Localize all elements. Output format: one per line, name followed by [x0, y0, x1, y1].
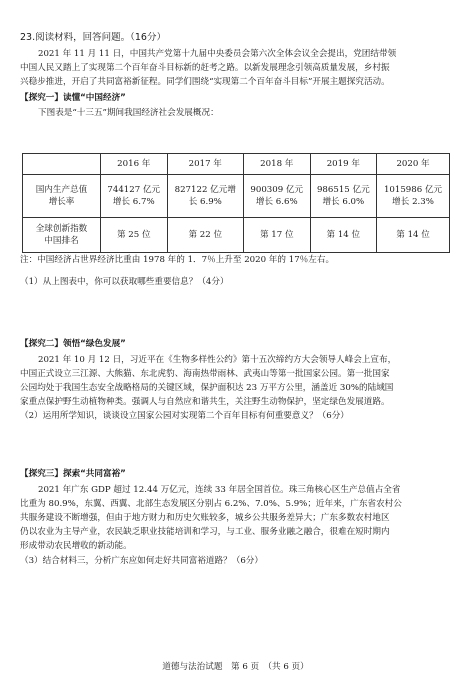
- paragraph-line: 形成带动农民增收的新动能。: [20, 541, 132, 551]
- table-cell: 744127 亿元 增长 6.7%: [101, 175, 168, 218]
- table-cell: 1015986 亿元 增长 2.3%: [377, 175, 450, 218]
- table-cell: 第 14 位: [310, 218, 377, 253]
- table-row: [23, 175, 450, 218]
- economy-table: [22, 153, 450, 253]
- page-footer: 道德与法治试题 第 6 页 （共 6 页）: [162, 662, 309, 672]
- intro-line: 中国人民又踏上了实现第二个百年奋斗目标新的赶考之路。以新发展理念引领高质量发展，乡村振: [20, 63, 390, 73]
- table-header-cell: 2017 年: [167, 154, 243, 175]
- question-2: （2）运用所学知识，谈谈设立国家公园对实现第二个百年目标有何重要意义？（6分）: [20, 411, 349, 421]
- table-cell: 986515 亿元 增长 6.0%: [310, 175, 377, 218]
- paragraph-line: 2021 年 10 月 12 日，习近平在《生物多样性公约》第十五次缔约方大会领导人峰会上宣布，: [38, 355, 397, 365]
- question-1: （1）从上图表中，你可以获取哪些重要信息？（4分）: [20, 277, 229, 287]
- table-cell: 第 14 位: [377, 218, 450, 253]
- paragraph-line: 中国正式设立三江源、大熊猫、东北虎豹、海南热带雨林、武夷山等第一批国家公园。第一批国家: [20, 369, 390, 379]
- row-label: 全球创新指数 中国排名: [23, 218, 101, 253]
- table-row: [23, 218, 450, 253]
- table-cell: 第 17 位: [244, 218, 311, 253]
- table-header-cell: 2019 年: [310, 154, 377, 175]
- table-cell: 第 25 位: [101, 218, 168, 253]
- explore2-heading: 【探究二】领悟“绿色发展”: [20, 339, 126, 349]
- paragraph-line: 比重为 80.9%，东翼、西翼、北部生态发展区分别占 6.2%、7.0%、5.9%；近年来，广东省农村公: [20, 499, 402, 509]
- table-note: 注：中国经济占世界经济比重由 1978 年的 1．7％上升至 2020 年的 17％左右。: [20, 255, 335, 265]
- paragraph-line: 共服务建设不断增强，但由于地方财力和历史欠账较多，城乡公共服务差异大；广东多数农村地区: [20, 513, 390, 523]
- intro-line: 兴稳步推进，开启了共同富裕新征程。同学们围绕“实现第二个百年奋斗目标”开展主题探究活动。: [20, 77, 390, 87]
- table-cell: 827122 亿元增 长 6.9%: [167, 175, 243, 218]
- paragraph-line: 2021 年广东 GDP 超过 12.44 万亿元，连续 33 年居全国首位。珠三角核心区生产总值占全省: [38, 485, 401, 495]
- table-header-cell: [23, 154, 101, 175]
- question-3: （3）结合材料三，分析广东应如何走好共同富裕道路？（6分）: [20, 556, 263, 566]
- table-caption: 下图表是“十三五”期间我国经济社会发展概况：: [38, 108, 219, 118]
- table-cell: 900309 亿元 增长 6.6%: [244, 175, 311, 218]
- paragraph-line: 家重点保护野生动植物种类。强调人与自然应和谐共生，关注野生动物保护，坚定绿色发展道路。: [20, 397, 390, 407]
- explore3-heading: 【探究三】探索“共同富裕”: [20, 469, 126, 479]
- table-cell: 第 22 位: [167, 218, 243, 253]
- intro-line: 2021 年 11 月 11 日，中国共产党第十九届中央委员会第六次全体会议全会提出，党团结带领: [38, 49, 397, 59]
- table-header-cell: 2016 年: [101, 154, 168, 175]
- table-header-row: [23, 154, 450, 175]
- question-title: 23.阅读材料，回答问题。（16分）: [20, 32, 166, 43]
- explore1-heading: 【探究一】读懂“中国经济”: [20, 93, 126, 103]
- table-header-cell: 2018 年: [244, 154, 311, 175]
- paragraph-line: 公园均处于我国生态安全战略格局的关键区域，保护面积达 23 万平方公里，涵盖近 30%的陆域国: [20, 383, 394, 393]
- row-label: 国内生产总值 增长率: [23, 175, 101, 218]
- paragraph-line: 仍以农业为主导产业，农民缺乏职业技能培训和学习，与工业、服务业融之融合，很难在短时期内: [20, 527, 390, 537]
- table-header-cell: 2020 年: [377, 154, 450, 175]
